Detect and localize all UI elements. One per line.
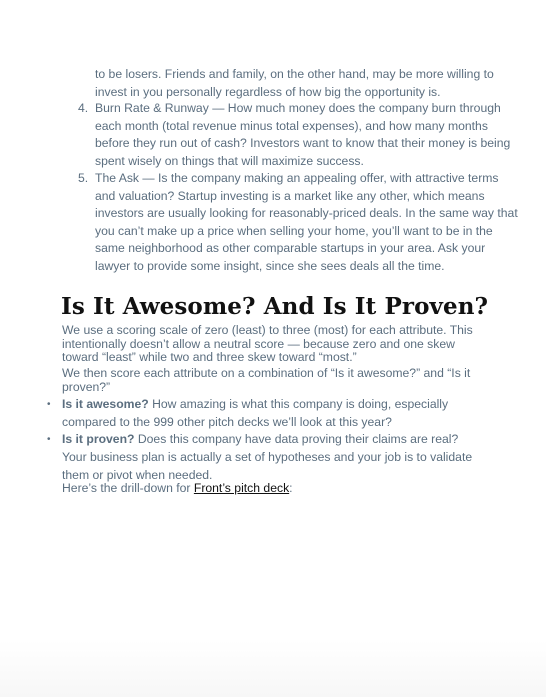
intro-paragraph: We use a scoring scale of zero (least) to three (most) for each attribute. This intentionally doesn’t allow a neutral score — because zero and one skew toward “least” while two and three skew toward “most.” bbox=[62, 323, 473, 365]
list-item-number: 5. bbox=[78, 171, 89, 185]
bullet-item-proven bbox=[47, 431, 482, 449]
bullet-text: Does this company have data proving their claims are real? bbox=[134, 432, 459, 446]
bullet-icon: • bbox=[47, 434, 51, 445]
bullet-item-awesome bbox=[47, 396, 482, 431]
list-item-continuation: to be losers. Friends and family, on the other hand, may be more willing to invest in you personally regardless of how big the opportunity is. bbox=[95, 67, 494, 99]
intro-paragraph-2: We then score each attribute on a combination of “Is it awesome?” and “Is it proven?” bbox=[62, 366, 471, 394]
list-item-text: Burn Rate & Runway — How much money does the company burn through each month (total revenue minus total expenses), and how many months before they run out of cash? Investors want to know that their money is being spent wisely on things that will maximize success. bbox=[95, 101, 511, 168]
front-pitch-deck-link[interactable]: Front’s pitch deck bbox=[193, 481, 290, 495]
list-item-text: The Ask — Is the company making an appealing offer, with attractive terms and valuation? Startup investing is a market like any other, which means investors are usually looking for reasonably-priced deals. In the same way that you can’t make up a price when selling your home, you’ll want to be in the same neighborhood as other comparable startups in your area. Ask your lawyer to provide some insight, since she sees deals all the time. bbox=[95, 171, 518, 273]
list-item-the-ask bbox=[78, 170, 518, 276]
bullet-text: How amazing is what this company is doing, especially compared to the 999 other pitch decks we’ll look at this year? bbox=[62, 397, 449, 429]
bullet-followup-text: Your business plan is actually a set of hypotheses and your job is to validate them or pivot when needed. bbox=[62, 450, 473, 482]
drilldown-line bbox=[62, 482, 480, 496]
bullet-icon: • bbox=[47, 399, 51, 410]
section-heading: Is It Awesome? And Is It Proven? bbox=[61, 293, 489, 320]
list-item-burn-rate bbox=[78, 100, 518, 170]
list-item-number: 4. bbox=[78, 101, 89, 115]
drilldown-prefix: Here’s the drill-down for bbox=[62, 481, 194, 495]
bullet-term: Is it proven? bbox=[62, 432, 135, 446]
bullet-term: Is it awesome? bbox=[62, 397, 149, 411]
drilldown-suffix: : bbox=[289, 481, 293, 495]
